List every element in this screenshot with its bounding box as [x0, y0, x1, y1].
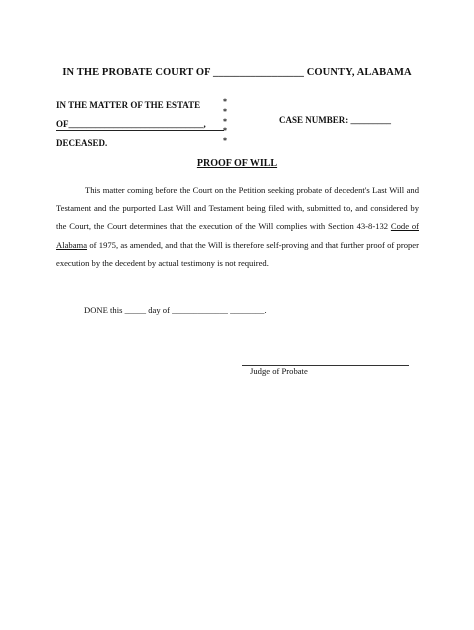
deceased-line: DECEASED.	[56, 138, 108, 148]
document-title: PROOF OF WILL	[196, 158, 278, 169]
body-paragraph	[56, 181, 419, 272]
code-citation: Code of Alabama	[56, 221, 419, 250]
caption-asterisks: * * * * *	[223, 97, 227, 146]
caption-divider	[56, 130, 224, 131]
estate-line: IN THE MATTER OF THE ESTATE	[56, 100, 201, 110]
case-number-field: CASE NUMBER: _________	[279, 115, 392, 125]
court-heading: IN THE PROBATE COURT OF _________________ COUNTY, ALABAMA	[62, 67, 412, 78]
decedent-name-line: OF______________________________,	[56, 119, 206, 129]
signature-label: Judge of Probate	[250, 366, 308, 376]
body-text-part1: This matter coming before the Court on the Petition seeking probate of decedent's Last Will and Testament and the purported Last Will and Testament being filed with, submitted to, and considered by the Court, the Court determines that the execution of the Will complies with Section 43-8-132	[56, 185, 419, 232]
done-date-line: DONE this _____ day of _____________ ________.	[84, 305, 267, 315]
body-text-part2: of 1975, as amended, and that the Will is therefore self-proving and that further proof of proper execution by the decedent by actual testimony is not required.	[56, 239, 419, 268]
case-caption	[56, 96, 206, 153]
